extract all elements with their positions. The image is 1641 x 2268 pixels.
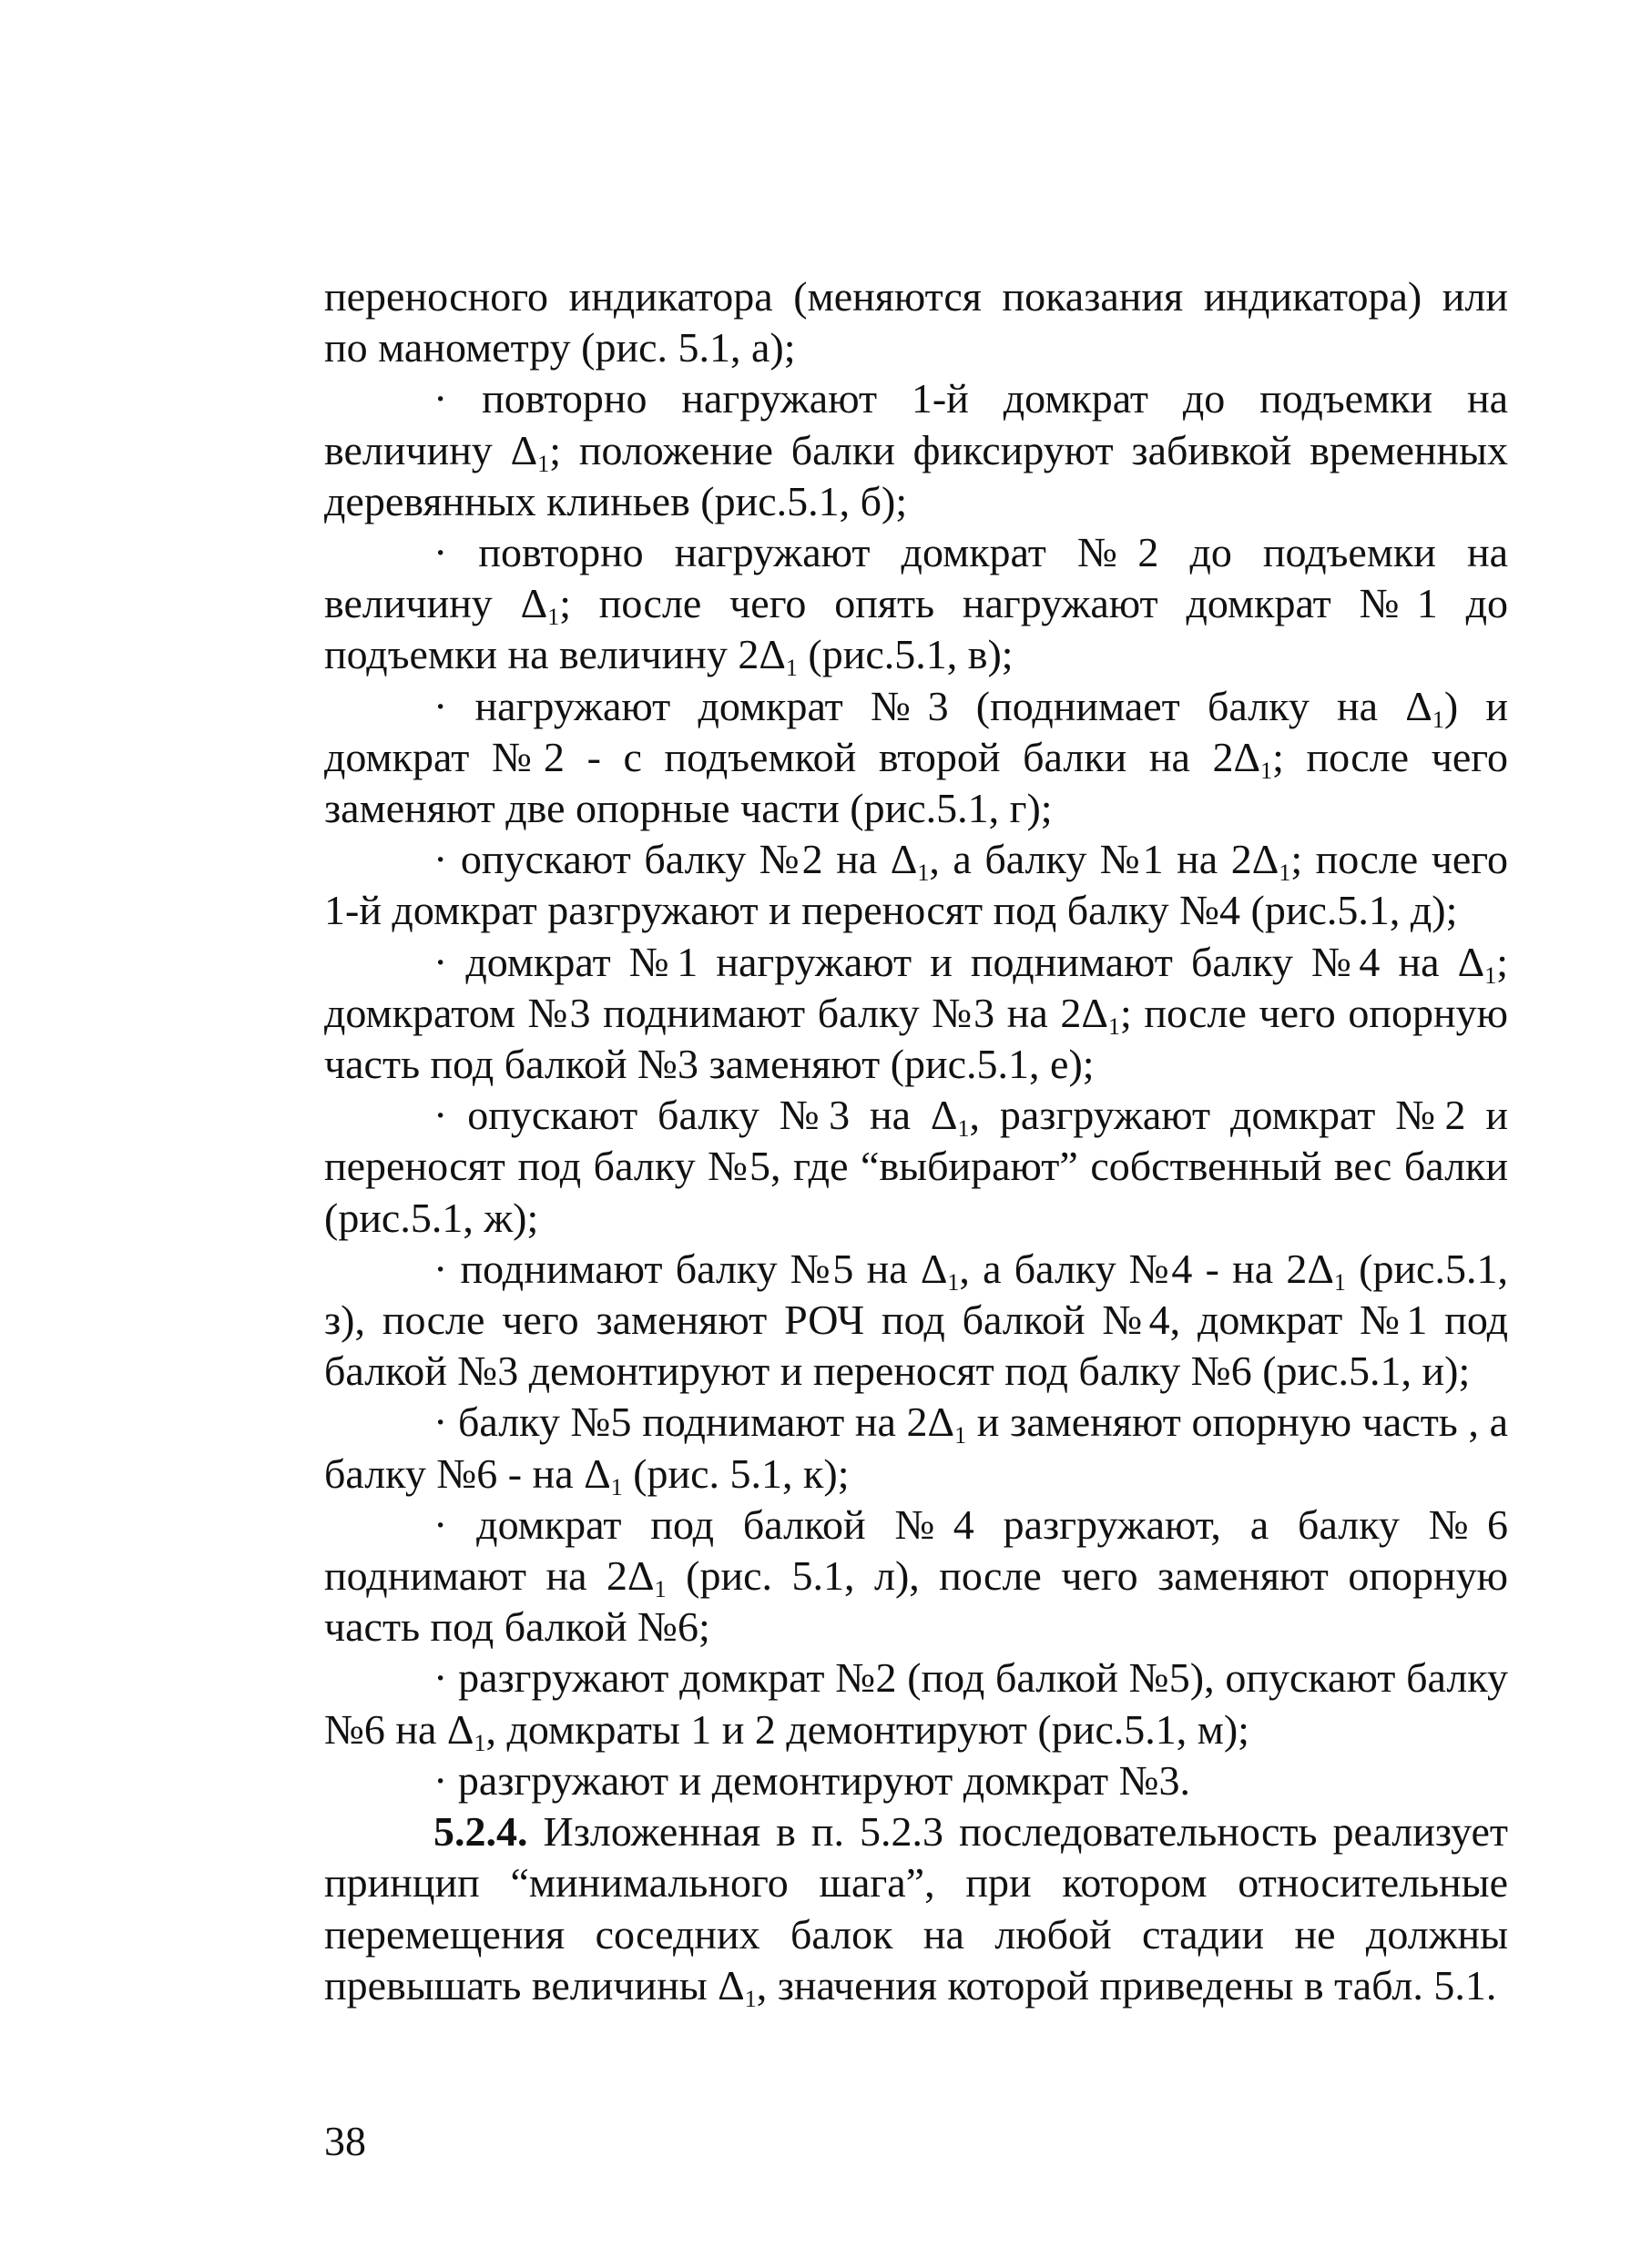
- text-run: · домкрат №1 нагружают и поднимают балку №4 на Δ: [433, 938, 1485, 985]
- list-item: [324, 1653, 1508, 1754]
- subscript: 1: [954, 1422, 967, 1449]
- list-item: [324, 1244, 1508, 1398]
- text-run: , а балку №4 - на 2Δ: [959, 1245, 1334, 1292]
- subscript: 1: [1279, 859, 1291, 887]
- page-body: [324, 271, 1508, 2011]
- text-run: · нагружают домкрат №3 (поднимает балку на Δ: [433, 682, 1432, 729]
- text-run: ; положение балки фиксируют забивкой временных деревянных клиньев (рис.5.1, б);: [324, 426, 1509, 524]
- text-flow: [324, 271, 1508, 2011]
- text-run: ; после чего заменяют две опорные части (рис.5.1, г);: [324, 733, 1508, 832]
- text-run: · поднимают балку №5 на Δ: [433, 1245, 948, 1292]
- text-run: · балку №5 поднимают на 2Δ: [433, 1398, 955, 1446]
- text-run: , значения которой приведены в табл. 5.1.: [756, 1961, 1497, 2009]
- subscript: 1: [654, 1576, 667, 1603]
- text-run: · повторно нагружают домкрат №2 до подъемки на величину Δ: [324, 529, 1508, 627]
- subscript: 1: [1333, 1268, 1346, 1296]
- text-run: , домкраты 1 и 2 демонтируют (рис.5.1, м);: [485, 1705, 1249, 1753]
- list-item: [324, 937, 1508, 1091]
- subscript: 1: [1432, 706, 1444, 733]
- text-run: ; после чего опорную часть под балкой №3 заменяют (рис.5.1, е);: [324, 989, 1508, 1088]
- text-run: (рис. 5.1, к);: [622, 1449, 850, 1497]
- text-run: Изложенная в п. 5.2.3 последовательность реализует принцип “минимального шага”, при котором относительные перемещения соседних балок на любой стадии не должны превышать величины Δ: [324, 1808, 1508, 2009]
- list-item: [324, 1806, 1508, 2011]
- subscript: 1: [1108, 1012, 1120, 1040]
- list-item: [324, 681, 1508, 835]
- text-run: · разгружают и демонтируют домкрат №3.: [433, 1756, 1190, 1804]
- text-run: и заменяют опорную часть , а балку №6 - на Δ: [324, 1398, 1508, 1497]
- text-run: · повторно нагружают 1-й домкрат до подъемки на величину Δ: [324, 375, 1508, 473]
- text-run: ; после чего опять нагружают домкрат №1 до подъемки на величину 2Δ: [324, 580, 1508, 678]
- text-run: · опускают балку №3 на Δ: [433, 1092, 958, 1139]
- subscript: 1: [917, 859, 930, 887]
- subscript: 1: [1484, 961, 1497, 989]
- page-number: 38: [324, 2118, 366, 2164]
- text-run: (рис. 5.1, л), после чего заменяют опорную часть под балкой №6;: [324, 1552, 1508, 1651]
- text-run: · разгружают домкрат №2 (под балкой №5), опускают балку №6 на Δ: [324, 1654, 1508, 1753]
- list-item: [324, 527, 1508, 681]
- subscript: 1: [537, 450, 550, 477]
- text-run: · домкрат под балкой №4 разгружают, а балку №6 поднимают на 2Δ: [324, 1500, 1508, 1600]
- list-item: [324, 1397, 1508, 1499]
- subscript: 1: [547, 604, 560, 631]
- text-run: , а балку №1 на 2Δ: [929, 836, 1279, 883]
- text-run: ; после чего 1-й домкрат разгружают и переносят под балку №4 (рис.5.1, д);: [324, 836, 1508, 934]
- list-item: [324, 834, 1508, 936]
- list-item: [324, 373, 1508, 527]
- paragraph-continuation: [324, 271, 1508, 373]
- subscript: 1: [474, 1729, 486, 1756]
- text-run: ; домкратом №3 поднимают балку №3 на 2Δ: [324, 938, 1508, 1036]
- text-run: (рис.5.1, з), после чего заменяют РОЧ под балкой №4, домкрат №1 под балкой №3 демонтируют и переносят под балку №6 (рис.5.1, и);: [324, 1245, 1508, 1395]
- subscript: 1: [785, 655, 798, 682]
- section-number: 5.2.4.: [433, 1808, 528, 1856]
- text-run: переносного индикатора (меняются показания индикатора) или по манометру (рис. 5.1, а);: [324, 273, 1508, 371]
- subscript: 1: [947, 1268, 960, 1296]
- text-run: (рис.5.1, в);: [797, 631, 1014, 678]
- list-item: [324, 1755, 1508, 1806]
- subscript: 1: [1260, 757, 1273, 784]
- list-item: [324, 1090, 1508, 1244]
- subscript: 1: [744, 1985, 757, 2012]
- subscript: 1: [610, 1473, 623, 1500]
- list-item: [324, 1500, 1508, 1653]
- subscript: 1: [957, 1115, 970, 1143]
- text-run: · опускают балку №2 на Δ: [433, 836, 918, 883]
- text-run: , разгружают домкрат №2 и переносят под балку №5, где “выбирают” собственный вес балки (рис.5.1, ж);: [324, 1092, 1509, 1241]
- text-run: ) и домкрат №2 - с подъемкой второй балки на 2Δ: [324, 682, 1508, 780]
